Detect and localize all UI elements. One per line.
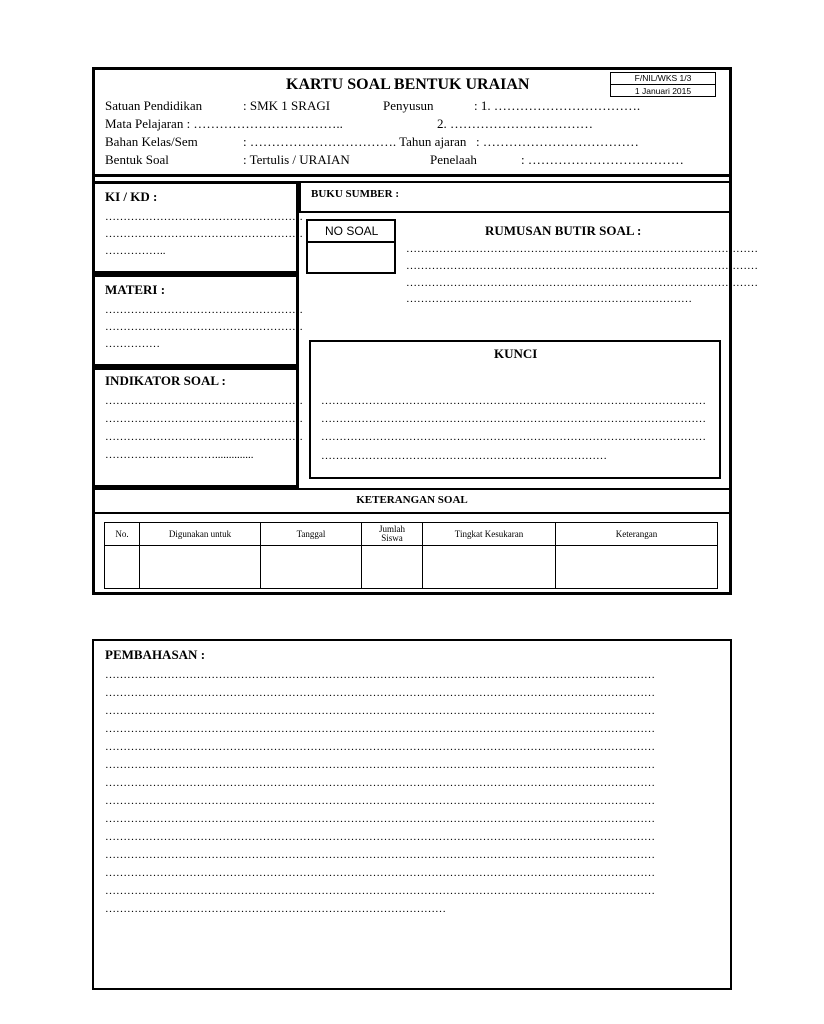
materi-dots-3: …………… (105, 338, 160, 350)
pembahasan-dots-line: …………………………………………………………………………………………………………………………………… (105, 867, 655, 879)
no-soal-label: NO SOAL (325, 224, 379, 238)
pembahasan-dots-line: …………………………………………………………………………………………………………………………………… (105, 849, 655, 861)
penelaah-label: Penelaah (430, 152, 477, 167)
pembahasan-dots-line: …………………………………………………………………………………………………………………………………… (105, 705, 655, 717)
form-code: F/NIL/WKS 1/3 (611, 73, 715, 85)
keterangan-title: KETERANGAN SOAL (356, 494, 468, 506)
pembahasan-label: PEMBAHASAN : (105, 647, 206, 662)
rumusan-dots-3: …………………………………………………………………………………… (406, 277, 758, 289)
kikd-dots-1: ……………………………………………… (105, 211, 303, 223)
bentuk-label: Bentuk Soal (105, 152, 169, 167)
kunci-dots-1: …………………………………………………………………………………………… (321, 395, 706, 407)
rumusan-label: RUMUSAN BUTIR SOAL : (485, 223, 642, 238)
cell-tanggal[interactable] (261, 546, 362, 589)
pembahasan-dots-line: …………………………………………………………………………………………………………………………………… (105, 831, 655, 843)
satuan-value: : SMK 1 SRAGI (243, 98, 331, 113)
form-date: 1 Januari 2015 (634, 86, 692, 96)
keterangan-table (104, 522, 718, 589)
pembahasan-dots-line: …………………………………………………………………………………………………………………………………… (105, 777, 655, 789)
cell-digunakan[interactable] (140, 546, 261, 589)
rumusan-dots-2: …………………………………………………………………………………… (406, 260, 758, 272)
cell-tingkat[interactable] (423, 546, 556, 589)
penelaah-value: : ……………………………… (521, 152, 684, 167)
materi-label: MATERI : (105, 282, 166, 297)
cell-jumlah[interactable] (362, 546, 423, 589)
card-title: KARTU SOAL BENTUK URAIAN (286, 76, 530, 93)
penyusun-label: Penyusun (383, 98, 434, 113)
col-digunakan: Digunakan untuk (140, 523, 261, 546)
pembahasan-dots-line: …………………………………………………………………………………………………………………………………… (105, 795, 655, 807)
indikator-dots-2: ……………………………………………… (105, 413, 303, 425)
bentuk-value: : Tertulis / URAIAN (243, 152, 350, 167)
indikator-dots-1: ……………………………………………… (105, 395, 303, 407)
indikator-dots-4: ………………………….............. (105, 449, 254, 461)
kikd-dots-3: …………….. (105, 245, 166, 257)
header-divider (92, 174, 732, 177)
col-keterangan: Keterangan (556, 523, 718, 546)
penyusun-1: : 1. ……………………………. (474, 98, 641, 113)
keterangan-header-row (105, 523, 718, 546)
pembahasan-dots-line: …………………………………………………………………………………………………………………………………… (105, 669, 655, 681)
indikator-dots-3: ……………………………………………… (105, 431, 303, 443)
col-jumlah: Jumlah Siswa (362, 523, 423, 546)
kunci-dots-4: …………………………………………………………………… (321, 450, 607, 462)
buku-sumber-label: BUKU SUMBER : (311, 188, 400, 200)
no-soal-divider (306, 241, 396, 243)
pembahasan-dots-line: …………………………………………………………………………………………………………………………………… (105, 813, 655, 825)
pembahasan-dots-line: …………………………………………………………………………………………………………………………………… (105, 741, 655, 753)
tahun-value: : ……………………………… (476, 134, 639, 149)
pembahasan-dots-line: …………………………………………………………………………………………………………………………………… (105, 687, 655, 699)
cell-no[interactable] (105, 546, 140, 589)
cell-keterangan[interactable] (556, 546, 718, 589)
kunci-label: KUNCI (494, 346, 538, 361)
materi-dots-2: ……………………………………………… (105, 321, 303, 333)
kikd-dots-2: ……………………………………………… (105, 228, 303, 240)
rumusan-dots-1: …………………………………………………………………………………… (406, 243, 758, 255)
rumusan-dots-4: …………………………………………………………………… (406, 293, 692, 305)
kunci-dots-2: …………………………………………………………………………………………… (321, 413, 706, 425)
pembahasan-dots-line: …………………………………………………………………………………………………………………………………… (105, 723, 655, 735)
penyusun-2: 2. …………………………… (437, 116, 593, 131)
pembahasan-dots-line: …………………………………………………………………………………………………………………………………… (105, 885, 655, 897)
satuan-label: Satuan Pendidikan (105, 98, 203, 113)
keterangan-row (105, 546, 718, 589)
col-tingkat: Tingkat Kesukaran (423, 523, 556, 546)
bahan-value: : ……………………………. Tahun ajaran (243, 134, 467, 149)
indikator-label: INDIKATOR SOAL : (105, 373, 226, 388)
materi-dots-1: ……………………………………………… (105, 304, 303, 316)
col-no: No. (105, 523, 140, 546)
form-code-box (610, 72, 716, 97)
pembahasan-dots-line: …………………………………………………………………………………………………………………………………… (105, 759, 655, 771)
bahan-label: Bahan Kelas/Sem (105, 134, 198, 149)
kikd-label: KI / KD : (105, 189, 158, 204)
mapel-label: Mata Pelajaran : …………………………….. (105, 116, 343, 131)
col-tanggal: Tanggal (261, 523, 362, 546)
kunci-dots-3: …………………………………………………………………………………………… (321, 431, 706, 443)
pembahasan-dots-line: ………………………………………………………………………………… (105, 903, 446, 915)
